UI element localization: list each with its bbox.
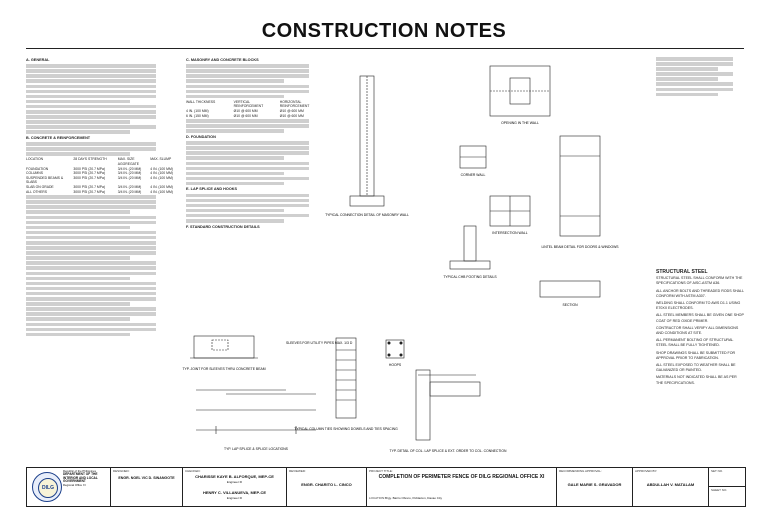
structural-steel-notes — [656, 268, 744, 388]
drawing-caption-hoops: HOOPS — [388, 363, 402, 367]
sheet-cell — [709, 468, 745, 506]
steel-note: ALL ANCHOR BOLTS AND THREADED RODS SHALL CONFORM WITH ASTM A307. — [656, 288, 744, 298]
table-cell: Ø10 @ 600 MM — [279, 113, 304, 118]
table-header: VERTICAL REINFORCEMENT — [233, 99, 264, 109]
drawing-caption-section: SECTION — [562, 303, 578, 307]
table-cell: Ø10 @ 600 MM — [233, 113, 258, 118]
steel-note: SHOP DRAWINGS SHALL BE SUBMITTED FOR APPROVAL PRIOR TO FABRICATION. — [656, 350, 736, 360]
designed-name: ENGR. NOEL VIC D. SINANGOTE — [118, 476, 175, 480]
standard-details-drawings — [182, 330, 507, 462]
table-cell: 4 IN. (100 MM) — [150, 189, 173, 194]
section-structural-steel-heading: STRUCTURAL STEEL — [656, 269, 708, 275]
beam-sleeve-detail — [190, 336, 258, 358]
set-caption: SET NO. — [711, 469, 723, 473]
steel-note: STRUCTURAL STEEL SHALL CONFORM WITH THE SPECIFICATIONS OF AISC-ASTM A36. — [656, 276, 743, 286]
checked-cell — [183, 468, 287, 506]
table-cell: Ø10 @ 600 MM — [233, 109, 258, 114]
masonry-wall-drawings — [325, 56, 640, 316]
steel-note: ALL STEEL MEMBERS SHALL BE GIVEN ONE SHOP COAT OF RED OXIDE PRIMER. — [656, 313, 744, 323]
project-title: COMPLETION OF PERIMETER FENCE OF DILG REGIONAL OFFICE XI — [378, 474, 545, 480]
approved-caption: APPROVED BY: — [635, 469, 658, 473]
checked-name: CHARISSE KAYE B. ALFORQUE, MEP-CE — [195, 474, 274, 479]
table-cell: 3/4 IN. (20 MM) — [117, 166, 142, 171]
steel-note: MATERIALS NOT INDICATED SHALL BE AS PER THE SPECIFICATIONS. — [656, 375, 737, 385]
section-standard-details-heading: F. STANDARD CONSTRUCTION DETAILS — [186, 224, 260, 229]
reviewed-name: ENGR. CHARITO L. CINCO — [301, 482, 352, 487]
agency-line-2: DEPARTMENT OF THE INTERIOR AND LOCAL GOVERNMENT — [63, 472, 98, 484]
drawing-caption-opening: OPENING IN THE WALL — [501, 121, 539, 125]
drawing-caption-intersection: INTERSECTION WALL — [492, 231, 528, 235]
checked-caption: CHECKED: — [185, 469, 201, 473]
section-general-heading: A. GENERAL — [26, 58, 50, 62]
table-cell: 4 IN. (100 MM) — [150, 171, 173, 176]
table-cell: 4 IN. (100 MM) — [186, 109, 209, 114]
notes-column-2 — [186, 56, 326, 231]
table-header: 28 DAYS STRENGTH — [73, 157, 107, 162]
recommending-caption: RECOMMENDING APPROVAL: — [559, 469, 602, 473]
drawing-caption-wall-reinf: TYPICAL CONNECTION DETAIL OF MASONRY WALL — [325, 213, 409, 217]
table-cell: FOUNDATION — [26, 166, 49, 171]
table-cell: 3000 PSI (20.7 MPa) — [73, 166, 106, 171]
checked-title-2: Engineer III — [226, 496, 243, 500]
column-ties-detail — [336, 338, 404, 418]
steel-note: ALL PERMANENT BOLTING OF STRUCTURAL STEEL SHALL BE FULLY TIGHTENED. — [656, 338, 734, 348]
drawing-caption-corner: CORNER WALL — [460, 173, 486, 177]
dilg-seal-text: DILG — [38, 478, 58, 498]
checked-title: Engineer III — [226, 480, 243, 484]
steel-note: WELDING SHALL CONFORM TO AWS D1.1 USING E70XX ELECTRODES. — [656, 301, 741, 311]
section-masonry-heading: C. MASONRY AND CONCRETE BLOCKS — [186, 58, 259, 62]
agency-line-3: Regional Office XI — [63, 482, 86, 487]
notes-column-1 — [26, 56, 174, 338]
section-concrete-heading: B. CONCRETE & REINFORCEMENT — [26, 135, 91, 140]
table-cell: COLUMNS — [26, 171, 43, 176]
table-header: HORIZONTAL REINFORCEMENT — [279, 99, 310, 109]
drawing-caption-lap: TYP. LAP SPLICE & SPLICE LOCATIONS — [224, 447, 288, 451]
reviewed-caption: REVIEWED: — [289, 469, 306, 473]
title-block — [26, 467, 746, 507]
chb-footing — [450, 261, 490, 269]
approved-name: ABDULLAH V. MATALAM — [646, 482, 695, 487]
recommending-name: GALE MARIE S. GRAVADOR — [567, 482, 622, 487]
footing-left — [350, 196, 384, 206]
drawing-caption-sleeve-note: SLEEVES FOR UTILITY PIPES MAX. 1/3 D — [286, 341, 353, 345]
beam-section — [540, 281, 600, 297]
drawing-caption-column-ties: TYPICAL COLUMN TIES SHOWING DOWELS AND TIES SPACING — [294, 427, 398, 431]
table-cell: SUSPENDED BEAMS & SLABS — [26, 175, 64, 185]
table-cell: ALL OTHERS — [26, 189, 47, 194]
table-header: MAX. SLUMP — [150, 157, 172, 162]
lintel-detail — [560, 136, 600, 236]
table-cell: 3/4 IN. (20 MM) — [117, 171, 142, 176]
drawing-caption-beam-splices: TYP. DETAIL OF COL. LAP SPLICE & EXT. ORDER TO COL. CONNECTION — [389, 449, 507, 453]
masonry-reinforcement-table — [186, 100, 326, 118]
table-cell: 3/4 IN. (20 MM) — [117, 175, 142, 180]
drawing-caption-sleeve: TYP. JOINT FOR SLEEVES THRU CONCRETE BEAM — [182, 367, 266, 371]
table-cell: 3000 PSI (20.7 MPa) — [73, 189, 106, 194]
table-header: LOCATION — [26, 157, 44, 162]
reviewed-cell — [287, 468, 367, 506]
agency-line-1: Republic of the Philippines — [63, 469, 96, 473]
location-value: Brgy. Barrio Obrero, Poblacion, Davao City — [385, 496, 442, 500]
table-cell: 3/4 IN. (20 MM) — [117, 189, 142, 194]
concrete-strength-table — [26, 157, 174, 194]
checked-name-2: HENRY C. VILLANUEVA, MEP-CE — [202, 490, 267, 495]
table-header: MAX. SIZE AGGREGATE — [117, 157, 139, 166]
location-caption: LOCATION: — [369, 496, 385, 500]
table-cell: 3/4 IN. (20 MM) — [117, 184, 142, 189]
agency-cell — [27, 468, 111, 506]
table-cell: 3000 PSI (20.7 MPa) — [73, 184, 106, 189]
steel-note: ALL STEEL EXPOSED TO WEATHER SHALL BE GALVANIZED OR PAINTED. — [656, 363, 736, 373]
beam-column-connection-detail — [416, 370, 480, 440]
table-cell: SLAB ON GRADE — [26, 184, 54, 189]
drawing-caption-chb-footing: TYPICAL CHB FOOTING DETAILS — [443, 275, 497, 279]
project-caption: PROJECT TITLE: — [369, 469, 393, 473]
table-cell: 3000 PSI (20.7 MPa) — [73, 175, 106, 180]
dilg-seal-logo — [32, 472, 62, 502]
section-foundation-heading: D. FOUNDATION — [186, 134, 216, 139]
table-cell: 6 IN. (150 MM) — [186, 113, 209, 118]
project-cell — [367, 468, 557, 506]
steel-note: CONTRACTOR SHALL VERIFY ALL DIMENSIONS AND CONDITIONS AT SITE. — [656, 325, 739, 336]
page-title: CONSTRUCTION NOTES — [261, 20, 507, 42]
approved-cell — [633, 468, 709, 506]
notes-column-right — [656, 56, 744, 98]
drawing-caption-lintel: LINTEL BEAM DETAIL FOR DOORS & WINDOWS — [541, 245, 619, 249]
designed-cell — [111, 468, 183, 506]
section-lap-splice-heading: E. LAP SPLICE AND HOOKS — [186, 187, 238, 192]
recommending-cell — [557, 468, 633, 506]
table-header: WALL THICKNESS — [186, 99, 216, 104]
table-cell: 3000 PSI (20.7 MPa) — [73, 171, 106, 176]
table-cell: 4 IN. (100 MM) — [150, 184, 173, 189]
table-cell: Ø10 @ 600 MM — [279, 109, 304, 114]
table-cell: 4 IN. (100 MM) — [150, 175, 173, 180]
table-cell: 4 IN. (100 MM) — [150, 166, 173, 171]
title-divider — [26, 48, 744, 49]
sheet-caption: SHEET NO. — [711, 488, 728, 492]
designed-caption: DESIGNED: — [113, 469, 130, 473]
